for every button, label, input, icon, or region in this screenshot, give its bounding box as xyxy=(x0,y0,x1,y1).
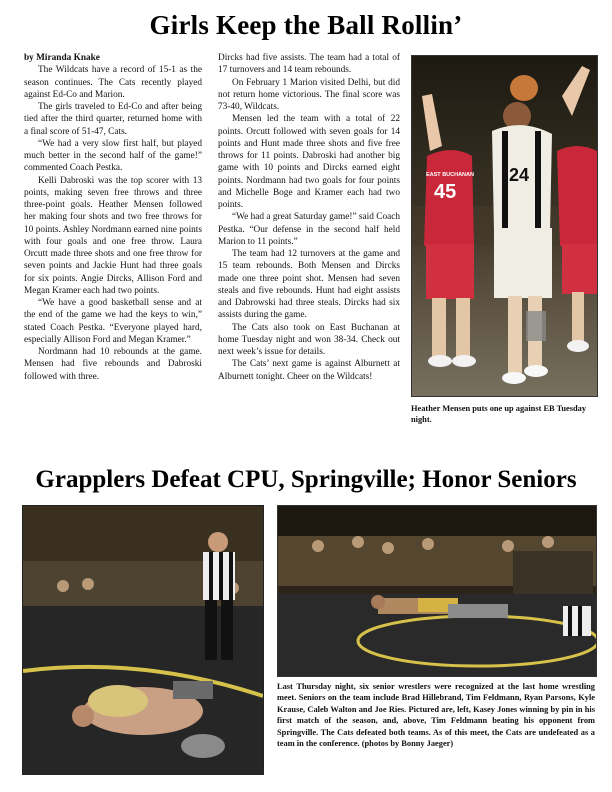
paragraph: The Cats’ next game is against Alburnett at Alburnett tonight. Cheer on the Wildcats! xyxy=(218,359,400,382)
paragraph: Mensen led the team with a total of 22 points. Orcutt followed with seven goals for 14 points and Hunt made three shots and five free throws for 11 points. Dabroski had another big game with 10 points and Dircks earned eight points. Nordmann had two goals for four points and Michelle Boge and Kramer each had two points. xyxy=(218,114,400,210)
paragraph: “We had a very slow first half, but played much better in the second half of the game!” commented Coach Pestka. xyxy=(24,138,202,174)
wrestling-photo-left xyxy=(22,505,264,775)
headline-girls-basketball: Girls Keep the Ball Rollin’ xyxy=(149,10,463,40)
paragraph: The Wildcats have a record of 15-1 as the season continues. The Cats recently played against Ed-Co and Marion. xyxy=(24,65,202,100)
basketball-icon xyxy=(510,75,538,101)
jersey-team-name: EAST BUCHANAN xyxy=(426,172,474,178)
wrestling-photo-caption: Last Thursday night, six senior wrestlers were recognized at the last home wrestling meet. Seniors on the team include Brad Hillebrand, Tim Feldmann, Ryan Parsons, Kyle Krause, Caleb Walton and Joe Ries. Pictured are, left, Kasey Jones winning by pin in his first match of the season, and, above, Tim Feldmann beating his opponent from Springville. The Cats defeated both teams. As of this meet, the Cats are undefeated as a team in the conference. (photos by Bonny Jaeger) xyxy=(277,682,595,749)
paragraph: The Cats also took on East Buchanan at home Tuesday night and won 38-34. Check out next week’s issue for details. xyxy=(218,322,400,357)
paragraph: Nordmann had 10 rebounds at the game. Mensen had five rebounds and Dabroski followed with three. xyxy=(24,347,202,382)
jersey-number-45: 45 xyxy=(434,181,457,203)
basketball-photo-caption: Heather Mensen puts one up against EB Tuesday night. xyxy=(411,404,587,425)
headline-wrestling: Grapplers Defeat CPU, Springville; Honor Seniors xyxy=(35,466,577,493)
jersey-number-24: 24 xyxy=(509,165,530,185)
paragraph: “We had a great Saturday game!” said Coach Pestka. “Our defense in the second half held Marion to 11 points.” xyxy=(218,212,400,247)
paragraph: The girls traveled to Ed-Co and after being tied after the third quarter, returned home with a final score of 51-47, Cats. xyxy=(24,102,202,137)
paragraph: “We have a good basketball sense and at the end of the game we had the keys to win,” stated Coach Pestka. “Everyone played hard, especially Allison Ford and Megan Kramer.” xyxy=(24,298,202,345)
paragraph: The team had 12 turnovers at the game and 15 team rebounds. Both Mensen and Dircks made one three point shot. Mensen had seven steals and five rebounds. Hunt had eight assists and Dabrowski had three steals. Dircks had six assists during the game. xyxy=(218,249,400,321)
article1-column-1 xyxy=(24,52,202,383)
paragraph: Kelli Dabroski was the top scorer with 13 points, making seven free throws and three three-point goals. Heather Mensen followed her making four shots and two free throws for 10 points. Ashley Nordmann earned nine points with four goals and one free throw. Laura Orcutt made three shots and one free throw for seven points and Jackie Hunt had three goals for six points. Angie Dircks, Allison Ford and Megan Kramer each had two points. xyxy=(24,175,202,296)
basketball-photo xyxy=(411,55,598,397)
paragraph: Dircks had five assists. The team had a total of 17 turnovers and 14 team rebounds. xyxy=(218,53,400,76)
wrestling-photo-right xyxy=(277,505,597,677)
article1-column-2 xyxy=(218,52,400,383)
paragraph: On February 1 Marion visited Delhi, but did not return home victorious. The final score was 73-40, Wildcats. xyxy=(218,77,400,112)
byline: by Miranda Knake xyxy=(24,53,100,63)
